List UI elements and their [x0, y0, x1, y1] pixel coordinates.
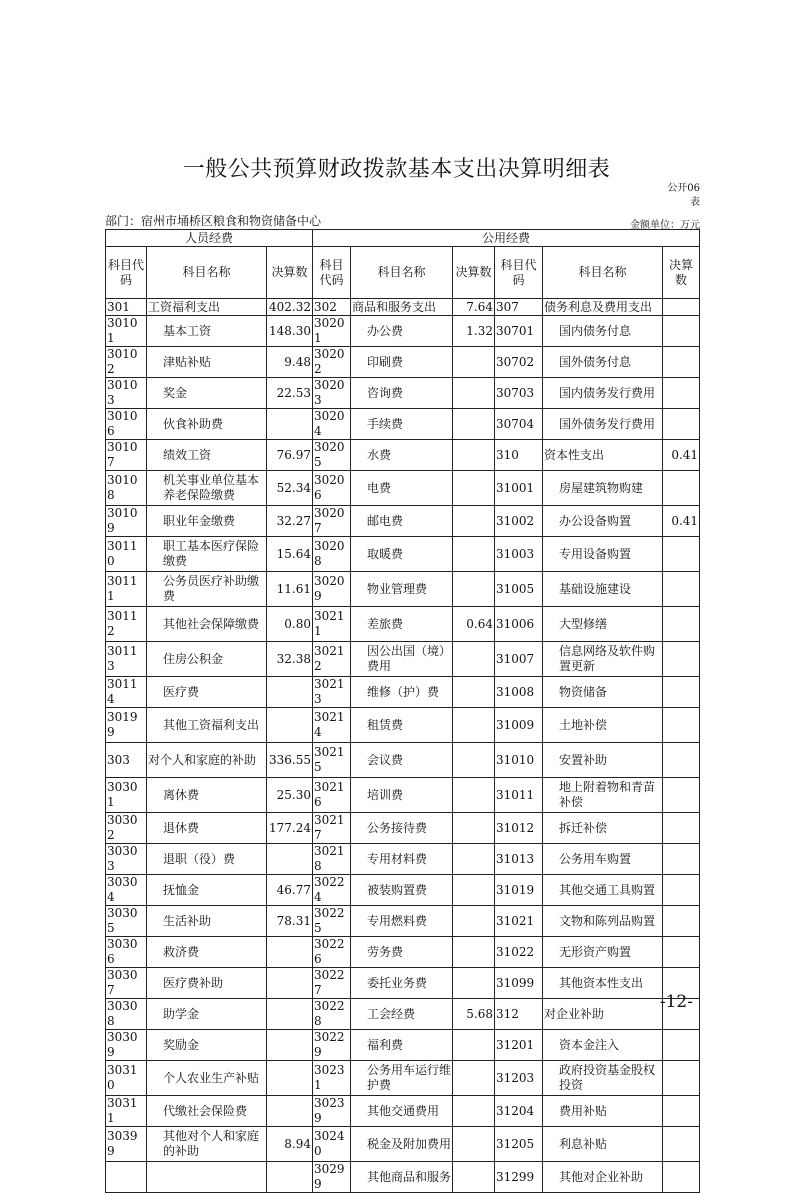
- name-cell: 专用燃料费: [351, 906, 453, 937]
- name-cell: 拆迁补偿: [543, 813, 663, 844]
- code-cell: 312: [495, 999, 543, 1030]
- table-row: [106, 708, 700, 743]
- code-cell: 30231: [313, 1061, 351, 1096]
- amount-cell: 5.68: [453, 999, 495, 1030]
- code-cell: 30305: [106, 906, 147, 937]
- name-cell: 奖金: [147, 378, 267, 409]
- code-cell: 30704: [495, 409, 543, 440]
- code-cell: 30103: [106, 378, 147, 409]
- name-cell: 退职（役）费: [147, 844, 267, 875]
- name-cell: 税金及附加费用: [351, 1127, 453, 1162]
- amount-cell: 0.80: [267, 607, 313, 642]
- table-row: [106, 316, 700, 347]
- code-header: 科目代码: [313, 247, 351, 299]
- code-cell: 31005: [495, 572, 543, 607]
- code-cell: 30203: [313, 378, 351, 409]
- table-row: [106, 778, 700, 813]
- name-cell: 资本金注入: [543, 1030, 663, 1061]
- name-cell: 个人农业生产补贴: [147, 1061, 267, 1096]
- code-cell: 301: [106, 299, 147, 316]
- code-cell: 31203: [495, 1061, 543, 1096]
- amount-cell: 1.32: [453, 316, 495, 347]
- name-cell: 其他对企业补助: [543, 1162, 663, 1193]
- table-row: [106, 1127, 700, 1162]
- name-cell: 退休费: [147, 813, 267, 844]
- name-cell: 国内债务付息: [543, 316, 663, 347]
- code-cell: 30206: [313, 471, 351, 506]
- name-cell: 委托业务费: [351, 968, 453, 999]
- amount-cell: 15.64: [267, 537, 313, 572]
- code-cell: 30701: [495, 316, 543, 347]
- table-row: [106, 299, 700, 316]
- amount-header: 决算数: [453, 247, 495, 299]
- personnel-expense-header: 人员经费: [106, 230, 313, 247]
- amount-cell: [267, 968, 313, 999]
- name-cell: 大型修缮: [543, 607, 663, 642]
- code-cell: 30112: [106, 607, 147, 642]
- code-cell: 310: [495, 440, 543, 471]
- amount-cell: [453, 537, 495, 572]
- amount-cell: [453, 708, 495, 743]
- code-cell: 30310: [106, 1061, 147, 1096]
- name-cell: 办公设备购置: [543, 506, 663, 537]
- name-cell: 助学金: [147, 999, 267, 1030]
- code-cell: 30107: [106, 440, 147, 471]
- code-cell: 302: [313, 299, 351, 316]
- table-row: [106, 1061, 700, 1096]
- table-row: [106, 506, 700, 537]
- code-cell: 30306: [106, 937, 147, 968]
- amount-cell: [663, 1061, 700, 1096]
- table-row: [106, 1030, 700, 1061]
- code-cell: 30207: [313, 506, 351, 537]
- amount-cell: [663, 1127, 700, 1162]
- table-row: [106, 906, 700, 937]
- name-cell: 住房公积金: [147, 642, 267, 677]
- name-cell: 对个人和家庭的补助: [147, 743, 267, 778]
- name-cell: 救济费: [147, 937, 267, 968]
- table-row: [106, 743, 700, 778]
- code-cell: 30227: [313, 968, 351, 999]
- amount-cell: [663, 1162, 700, 1193]
- amount-cell: [663, 642, 700, 677]
- amount-cell: 78.31: [267, 906, 313, 937]
- table-row: [106, 937, 700, 968]
- name-cell: 职工基本医疗保险缴费: [147, 537, 267, 572]
- amount-cell: [663, 1030, 700, 1061]
- amount-cell: [453, 572, 495, 607]
- name-cell: 其他资本性支出: [543, 968, 663, 999]
- name-cell: 国外债务付息: [543, 347, 663, 378]
- name-cell: 手续费: [351, 409, 453, 440]
- name-cell: 差旅费: [351, 607, 453, 642]
- amount-cell: [267, 409, 313, 440]
- name-cell: 维修（护）费: [351, 677, 453, 708]
- amount-cell: 22.53: [267, 378, 313, 409]
- name-cell: 办公费: [351, 316, 453, 347]
- name-cell: 物业管理费: [351, 572, 453, 607]
- name-cell: 国内债务发行费用: [543, 378, 663, 409]
- table-row: [106, 607, 700, 642]
- code-cell: 31009: [495, 708, 543, 743]
- amount-cell: 336.55: [267, 743, 313, 778]
- code-cell: 31003: [495, 537, 543, 572]
- name-header: 科目名称: [147, 247, 267, 299]
- amount-cell: [663, 316, 700, 347]
- name-cell: 公务用车购置: [543, 844, 663, 875]
- code-cell: 30199: [106, 708, 147, 743]
- amount-cell: [267, 677, 313, 708]
- amount-cell: [663, 471, 700, 506]
- name-cell: 工资福利支出: [147, 299, 267, 316]
- code-cell: 30702: [495, 347, 543, 378]
- code-cell: 31299: [495, 1162, 543, 1193]
- table-row: [106, 572, 700, 607]
- name-cell: 房屋建筑物购建: [543, 471, 663, 506]
- name-cell: 工会经费: [351, 999, 453, 1030]
- code-cell: 30202: [313, 347, 351, 378]
- name-cell: 水费: [351, 440, 453, 471]
- name-cell: 机关事业单位基本养老保险缴费: [147, 471, 267, 506]
- code-cell: 30113: [106, 642, 147, 677]
- name-header: 科目名称: [351, 247, 453, 299]
- code-cell: 31205: [495, 1127, 543, 1162]
- name-cell: 绩效工资: [147, 440, 267, 471]
- code-cell: 31013: [495, 844, 543, 875]
- department-label: 部门：宿州市埇桥区粮食和物资储备中心: [105, 214, 322, 228]
- name-cell: 奖励金: [147, 1030, 267, 1061]
- name-cell: [147, 1162, 267, 1193]
- code-cell: 30309: [106, 1030, 147, 1061]
- code-cell: 30205: [313, 440, 351, 471]
- code-cell: 30209: [313, 572, 351, 607]
- amount-cell: [663, 607, 700, 642]
- name-cell: 其他商品和服务: [351, 1162, 453, 1193]
- table-row: [106, 471, 700, 506]
- amount-cell: [267, 999, 313, 1030]
- name-cell: 信息网络及软件购置更新: [543, 642, 663, 677]
- code-cell: 30216: [313, 778, 351, 813]
- form-number-line-2: 表: [690, 197, 700, 208]
- amount-cell: [663, 378, 700, 409]
- name-cell: 国外债务发行费用: [543, 409, 663, 440]
- code-cell: 31012: [495, 813, 543, 844]
- name-cell: 其他交通工具购置: [543, 875, 663, 906]
- code-cell: 30304: [106, 875, 147, 906]
- amount-cell: 177.24: [267, 813, 313, 844]
- form-number: [667, 182, 700, 210]
- name-cell: 土地补偿: [543, 708, 663, 743]
- code-cell: 30224: [313, 875, 351, 906]
- amount-cell: 32.27: [267, 506, 313, 537]
- name-cell: 地上附着物和青苗补偿: [543, 778, 663, 813]
- code-cell: 31007: [495, 642, 543, 677]
- code-cell: 30226: [313, 937, 351, 968]
- name-cell: 其他交通费用: [351, 1096, 453, 1127]
- table-row: [106, 347, 700, 378]
- amount-cell: [453, 844, 495, 875]
- name-cell: 代缴社会保险费: [147, 1096, 267, 1127]
- form-number-line-1: 公开06: [667, 183, 700, 194]
- code-cell: 30399: [106, 1127, 147, 1162]
- amount-cell: 76.97: [267, 440, 313, 471]
- code-cell: 31011: [495, 778, 543, 813]
- code-cell: 30228: [313, 999, 351, 1030]
- amount-cell: 25.30: [267, 778, 313, 813]
- code-cell: 30301: [106, 778, 147, 813]
- code-cell: 30218: [313, 844, 351, 875]
- amount-header: 决算数: [663, 247, 700, 299]
- table-row: [106, 844, 700, 875]
- amount-cell: 0.64: [453, 607, 495, 642]
- code-cell: 31201: [495, 1030, 543, 1061]
- code-cell: 30208: [313, 537, 351, 572]
- name-cell: 基础设施建设: [543, 572, 663, 607]
- name-cell: 抚恤金: [147, 875, 267, 906]
- name-cell: 印刷费: [351, 347, 453, 378]
- amount-cell: [663, 875, 700, 906]
- code-cell: 30215: [313, 743, 351, 778]
- name-cell: 公务用车运行维护费: [351, 1061, 453, 1096]
- code-cell: 30229: [313, 1030, 351, 1061]
- table-row: [106, 409, 700, 440]
- code-cell: 30212: [313, 642, 351, 677]
- name-cell: 对企业补助: [543, 999, 663, 1030]
- name-cell: 被装购置费: [351, 875, 453, 906]
- name-cell: 医疗费补助: [147, 968, 267, 999]
- amount-cell: [453, 642, 495, 677]
- name-cell: 其他社会保障缴费: [147, 607, 267, 642]
- table-row: [106, 378, 700, 409]
- code-cell: 31001: [495, 471, 543, 506]
- amount-cell: [267, 1030, 313, 1061]
- amount-cell: [453, 506, 495, 537]
- name-cell: 劳务费: [351, 937, 453, 968]
- amount-cell: [453, 1061, 495, 1096]
- code-cell: 30214: [313, 708, 351, 743]
- name-cell: 基本工资: [147, 316, 267, 347]
- amount-cell: [663, 937, 700, 968]
- expenditure-table: [105, 229, 700, 1193]
- code-cell: 31002: [495, 506, 543, 537]
- amount-cell: 148.30: [267, 316, 313, 347]
- name-cell: 文物和陈列品购置: [543, 906, 663, 937]
- amount-cell: [453, 440, 495, 471]
- code-cell: 307: [495, 299, 543, 316]
- name-cell: 津贴补贴: [147, 347, 267, 378]
- amount-cell: 52.34: [267, 471, 313, 506]
- name-cell: 债务利息及费用支出: [543, 299, 663, 316]
- amount-cell: [663, 708, 700, 743]
- table-row: [106, 677, 700, 708]
- name-cell: 培训费: [351, 778, 453, 813]
- amount-cell: [663, 778, 700, 813]
- name-cell: 伙食补助费: [147, 409, 267, 440]
- name-cell: 租赁费: [351, 708, 453, 743]
- code-cell: 30302: [106, 813, 147, 844]
- name-cell: 取暖费: [351, 537, 453, 572]
- code-cell: 31010: [495, 743, 543, 778]
- amount-cell: [453, 409, 495, 440]
- amount-cell: 0.41: [663, 440, 700, 471]
- amount-cell: [663, 299, 700, 316]
- code-cell: 30213: [313, 677, 351, 708]
- name-cell: 邮电费: [351, 506, 453, 537]
- code-cell: 30201: [313, 316, 351, 347]
- table-row: [106, 875, 700, 906]
- code-cell: 30217: [313, 813, 351, 844]
- name-cell: 费用补贴: [543, 1096, 663, 1127]
- amount-cell: [267, 937, 313, 968]
- table-row: [106, 642, 700, 677]
- name-cell: 安置补助: [543, 743, 663, 778]
- code-cell: 30108: [106, 471, 147, 506]
- amount-cell: [453, 906, 495, 937]
- amount-cell: [663, 743, 700, 778]
- amount-cell: [267, 844, 313, 875]
- amount-cell: [663, 677, 700, 708]
- amount-cell: [453, 1162, 495, 1193]
- code-cell: 30101: [106, 316, 147, 347]
- name-cell: 无形资产购置: [543, 937, 663, 968]
- name-cell: 专用设备购置: [543, 537, 663, 572]
- table-row: [106, 999, 700, 1030]
- name-cell: 职业年金缴费: [147, 506, 267, 537]
- table-row: [106, 440, 700, 471]
- amount-header: 决算数: [267, 247, 313, 299]
- code-cell: 30204: [313, 409, 351, 440]
- code-cell: 31006: [495, 607, 543, 642]
- page-title: 一般公共预算财政拨款基本支出决算明细表: [182, 157, 611, 182]
- amount-cell: 402.32: [267, 299, 313, 316]
- name-cell: 公务接待费: [351, 813, 453, 844]
- amount-cell: [267, 708, 313, 743]
- code-cell: 30114: [106, 677, 147, 708]
- code-header: 科目代码: [106, 247, 147, 299]
- amount-cell: [453, 471, 495, 506]
- name-cell: 政府投资基金股权投资: [543, 1061, 663, 1096]
- code-cell: 30106: [106, 409, 147, 440]
- amount-cell: [453, 875, 495, 906]
- name-cell: 其他工资福利支出: [147, 708, 267, 743]
- table-row: [106, 968, 700, 999]
- table-row: [106, 1162, 700, 1193]
- amount-cell: [453, 813, 495, 844]
- amount-cell: 46.77: [267, 875, 313, 906]
- amount-cell: [453, 378, 495, 409]
- amount-cell: [453, 743, 495, 778]
- code-cell: [106, 1162, 147, 1193]
- amount-cell: [267, 1061, 313, 1096]
- name-cell: 咨询费: [351, 378, 453, 409]
- amount-cell: [453, 968, 495, 999]
- amount-cell: [453, 347, 495, 378]
- amount-cell: [453, 778, 495, 813]
- amount-cell: [663, 409, 700, 440]
- code-cell: 303: [106, 743, 147, 778]
- code-cell: 30225: [313, 906, 351, 937]
- amount-cell: 9.48: [267, 347, 313, 378]
- amount-cell: [663, 347, 700, 378]
- amount-cell: [663, 537, 700, 572]
- name-cell: 其他对个人和家庭的补助: [147, 1127, 267, 1162]
- code-cell: 30303: [106, 844, 147, 875]
- amount-cell: [663, 906, 700, 937]
- table-body: [106, 299, 700, 1193]
- amount-cell: [663, 844, 700, 875]
- amount-cell: [663, 813, 700, 844]
- amount-cell: [453, 937, 495, 968]
- name-cell: 医疗费: [147, 677, 267, 708]
- code-cell: 30102: [106, 347, 147, 378]
- table-row: [106, 537, 700, 572]
- code-cell: 30703: [495, 378, 543, 409]
- amount-cell: 32.38: [267, 642, 313, 677]
- code-cell: 31021: [495, 906, 543, 937]
- amount-cell: [453, 677, 495, 708]
- amount-cell: 0.41: [663, 506, 700, 537]
- code-cell: 30311: [106, 1096, 147, 1127]
- code-cell: 31099: [495, 968, 543, 999]
- code-cell: 31022: [495, 937, 543, 968]
- amount-cell: [267, 1162, 313, 1193]
- amount-cell: [453, 1030, 495, 1061]
- name-cell: 公务员医疗补助缴费: [147, 572, 267, 607]
- name-cell: 资本性支出: [543, 440, 663, 471]
- public-expense-header: 公用经费: [313, 230, 700, 247]
- amount-cell: 11.61: [267, 572, 313, 607]
- code-cell: 30109: [106, 506, 147, 537]
- name-cell: 专用材料费: [351, 844, 453, 875]
- code-cell: 30307: [106, 968, 147, 999]
- code-cell: 31019: [495, 875, 543, 906]
- code-cell: 31204: [495, 1096, 543, 1127]
- page-number: -12-: [659, 992, 693, 1012]
- name-cell: 离休费: [147, 778, 267, 813]
- code-cell: 30211: [313, 607, 351, 642]
- code-cell: 30111: [106, 572, 147, 607]
- amount-cell: 8.94: [267, 1127, 313, 1162]
- code-cell: 31008: [495, 677, 543, 708]
- amount-cell: [453, 1127, 495, 1162]
- name-cell: 因公出国（境）费用: [351, 642, 453, 677]
- name-header: 科目名称: [543, 247, 663, 299]
- code-cell: 30240: [313, 1127, 351, 1162]
- unit-label: 金额单位：万元: [630, 220, 700, 231]
- code-cell: 30299: [313, 1162, 351, 1193]
- amount-cell: 7.64: [453, 299, 495, 316]
- name-cell: 会议费: [351, 743, 453, 778]
- code-header: 科目代码: [495, 247, 543, 299]
- name-cell: 商品和服务支出: [351, 299, 453, 316]
- code-cell: 30239: [313, 1096, 351, 1127]
- name-cell: 利息补贴: [543, 1127, 663, 1162]
- amount-cell: [663, 572, 700, 607]
- name-cell: 电费: [351, 471, 453, 506]
- name-cell: 生活补助: [147, 906, 267, 937]
- code-cell: 30308: [106, 999, 147, 1030]
- name-cell: 物资储备: [543, 677, 663, 708]
- table-row: [106, 813, 700, 844]
- code-cell: 30110: [106, 537, 147, 572]
- name-cell: 福利费: [351, 1030, 453, 1061]
